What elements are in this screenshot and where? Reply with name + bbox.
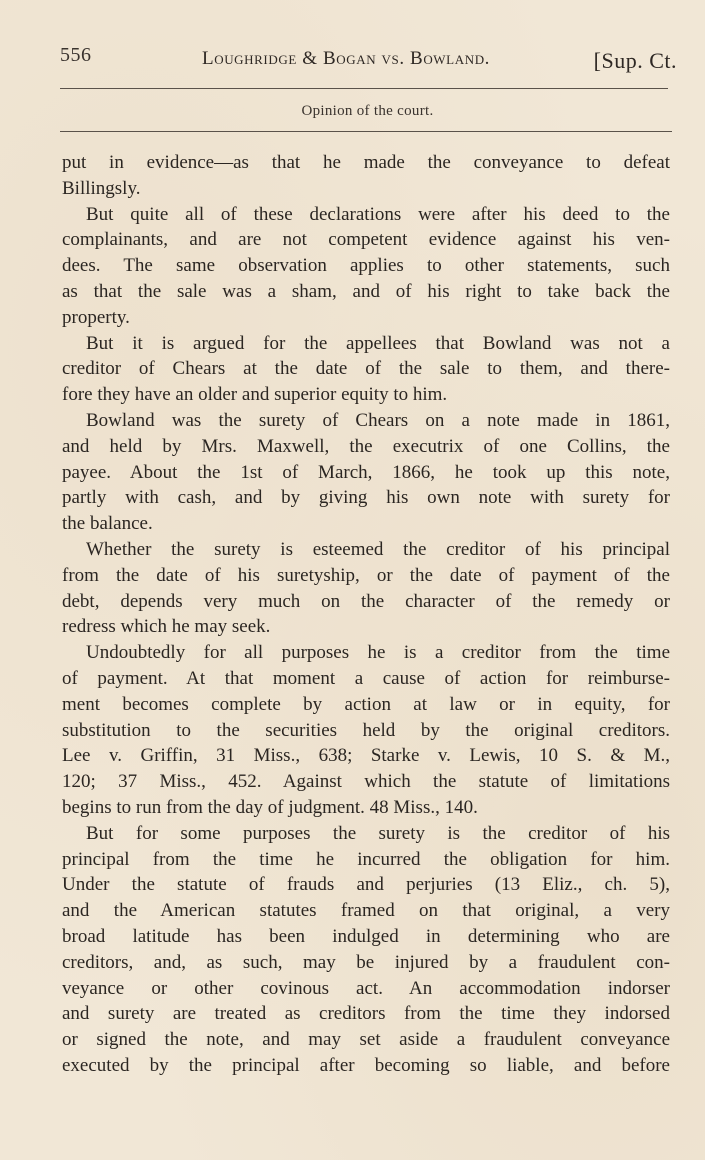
section-label [0,103,705,120]
text-line: debt, depends very much on the character of the remedy or [62,590,670,612]
page-number: 556 [60,44,92,66]
body-text [62,150,670,1079]
text-line: Lee v. Griffin, 31 Miss., 638; Starke v. Lewis, 10 S. & M., [62,745,670,767]
text-line: dees. The same observation applies to other statements, such [62,255,670,277]
text-line: and surety are treated as creditors from the time they indorsed [62,1003,670,1025]
text-line: begins to run from the day of judgment. 48 Miss., 140. [62,796,478,818]
running-head [52,40,677,80]
header-rule-bottom [60,131,672,132]
text-line: of payment. At that moment a cause of action for reimburse- [62,667,670,689]
text-line: or signed the note, and may set aside a fraudulent conveyance [62,1029,670,1051]
text-line: Whether the surety is esteemed the creditor of his principal [86,538,670,560]
text-line: property. [62,306,130,328]
text-line: and held by Mrs. Maxwell, the executrix of one Collins, the [62,435,670,457]
text-line: put in evidence—as that he made the conveyance to defeat [62,152,670,173]
text-line: broad latitude has been indulged in determining who are [62,925,670,947]
text-line: creditors, and, as such, may be injured by a fraudulent con- [62,951,670,973]
text-line: 120; 37 Miss., 452. Against which the statute of limitations [62,771,670,793]
text-line: veyance or other covinous act. An accommodation indorser [62,977,670,999]
text-line: executed by the principal after becoming so liable, and before [62,1054,670,1076]
court-reference: [Sup. Ct. [593,48,677,73]
text-line: But for some purposes the surety is the creditor of his [86,822,670,844]
text-line: as that the sale was a sham, and of his right to take back the [62,280,670,302]
text-line: ment becomes complete by action at law or in equity, for [62,693,670,715]
text-line: Bowland was the surety of Chears on a note made in 1861, [86,409,670,431]
text-line: Undoubtedly for all purposes he is a creditor from the time [86,642,670,664]
text-line: complainants, and are not competent evidence against his ven- [62,229,670,251]
text-line: the balance. [62,513,153,535]
text-line: creditor of Chears at the date of the sale to them, and there- [62,358,670,380]
text-line: payee. About the 1st of March, 1866, he took up this note, [62,461,670,483]
text-line: But quite all of these declarations were after his deed to the [86,203,670,225]
text-line: redress which he may seek. [62,616,271,638]
text-line: But it is argued for the appellees that Bowland was not a [86,332,670,354]
text-line: substitution to the securities held by the original creditors. [62,719,670,741]
text-line: from the date of his suretyship, or the date of payment of the [62,564,670,586]
section-label-text: Opinion of the court. [301,103,434,119]
header-rule-top [60,88,668,89]
text-line: partly with cash, and by giving his own note with surety for [62,487,670,509]
text-line: Under the statute of frauds and perjuries (13 Eliz., ch. 5), [62,874,670,896]
text-line: principal from the time he incurred the obligation for him. [62,848,670,870]
text-line: Billingsly. [62,177,141,199]
text-line: and the American statutes framed on that original, a very [62,900,670,922]
case-title: Loughridge & Bogan vs. Bowland. [202,48,491,69]
text-line: fore they have an older and superior equity to him. [62,384,448,406]
